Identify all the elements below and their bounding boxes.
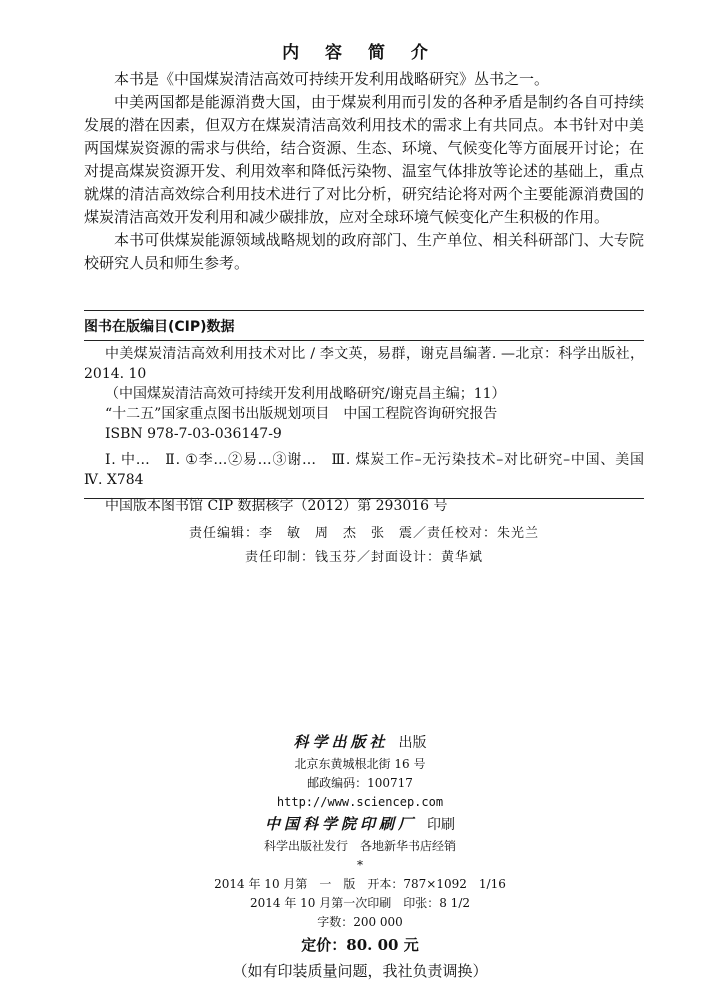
printer-action: 印刷 <box>427 817 455 833</box>
cip-data-block <box>84 344 658 516</box>
publisher-url: http://www.sciencep.com <box>276 795 444 809</box>
cip-heading: 图书在版编目(CIP)数据 <box>84 319 235 335</box>
word-count: 字数：200 000 <box>317 915 403 929</box>
credits-line: 责任印制：钱玉芬／封面设计：黄华斌 <box>244 550 483 565</box>
divider <box>84 498 644 499</box>
price: 定价：80. 00 元 <box>301 936 419 954</box>
divider <box>84 310 644 311</box>
cip-main-entry: 中美煤炭清洁高效利用技术对比 / 李文英，易群，谢克昌编著. —北京：科学出版社，2014. 10 <box>84 346 644 382</box>
divider <box>84 340 644 341</box>
cip-series: （中国煤炭清洁高效可持续开发利用战略研究/谢克昌主编；11） <box>105 386 506 402</box>
quality-notice: （如有印装质量问题，我社负责调换） <box>232 962 488 980</box>
distribution: 科学出版社发行 各地新华书店经销 <box>263 839 456 853</box>
cip-record-number: 中国版本图书馆 CIP 数据核字（2012）第 293016 号 <box>105 498 448 514</box>
intro-paragraph: 本书可供煤炭能源领域战略规划的政府部门、生产单位、相关科研部门、大专院校研究人员和师生参考。 <box>84 231 644 272</box>
cip-classification: Ⅰ. 中… Ⅱ. ①李…②易…③谢… Ⅲ. 煤炭工作–无污染技术–对比研究–中国、美国 Ⅳ. X784 <box>84 452 658 488</box>
cip-isbn: ISBN 978-7-03-036147-9 <box>105 426 282 442</box>
separator-star: * <box>357 858 363 872</box>
introduction <box>84 68 644 275</box>
imprint-block <box>0 730 720 984</box>
credits-line: 责任编辑：李 敏 周 杰 张 震／责任校对：朱光兰 <box>188 526 539 541</box>
edition-info: 2014 年 10 月第 一 版 开本：787×1092 1/16 <box>214 877 506 891</box>
publisher-logo-text: 科学出版社 <box>293 733 389 751</box>
page-title: 内 容 简 介 <box>282 43 438 63</box>
publisher-address: 北京东黄城根北街 16 号 <box>294 757 426 771</box>
staff-credits <box>84 522 644 570</box>
publisher-action: 出版 <box>398 735 427 751</box>
printing-info: 2014 年 10 月第一次印刷 印张：8 1/2 <box>249 896 470 910</box>
postcode: 邮政编码：100717 <box>307 776 413 790</box>
intro-paragraph: 中美两国都是能源消费大国，由于煤炭利用而引发的各种矛盾是制约各自可持续发展的潜在因素，但双方在煤炭清洁高效利用技术的需求上有共同点。本书针对中美两国煤炭资源的需求与供给，结合资源、生态、环境、气候变化等方面展开讨论；在对提高煤炭资源开发、利用效率和降低污染物、温室气体排放等论述的基础上，重点就煤的清洁高效综合利用技术进行了对比分析，研究结论将对两个主要能源消费国的煤炭清洁高效开发利用和减少碳排放，应对全球环境气候变化产生积极的作用。 <box>84 93 644 226</box>
printer-logo-text: 中国科学院印刷厂 <box>264 815 417 833</box>
intro-paragraph: 本书是《中国煤炭清洁高效可持续开发利用战略研究》丛书之一。 <box>114 70 550 88</box>
cip-project: “十二五”国家重点图书出版规划项目 中国工程院咨询研究报告 <box>105 406 498 422</box>
